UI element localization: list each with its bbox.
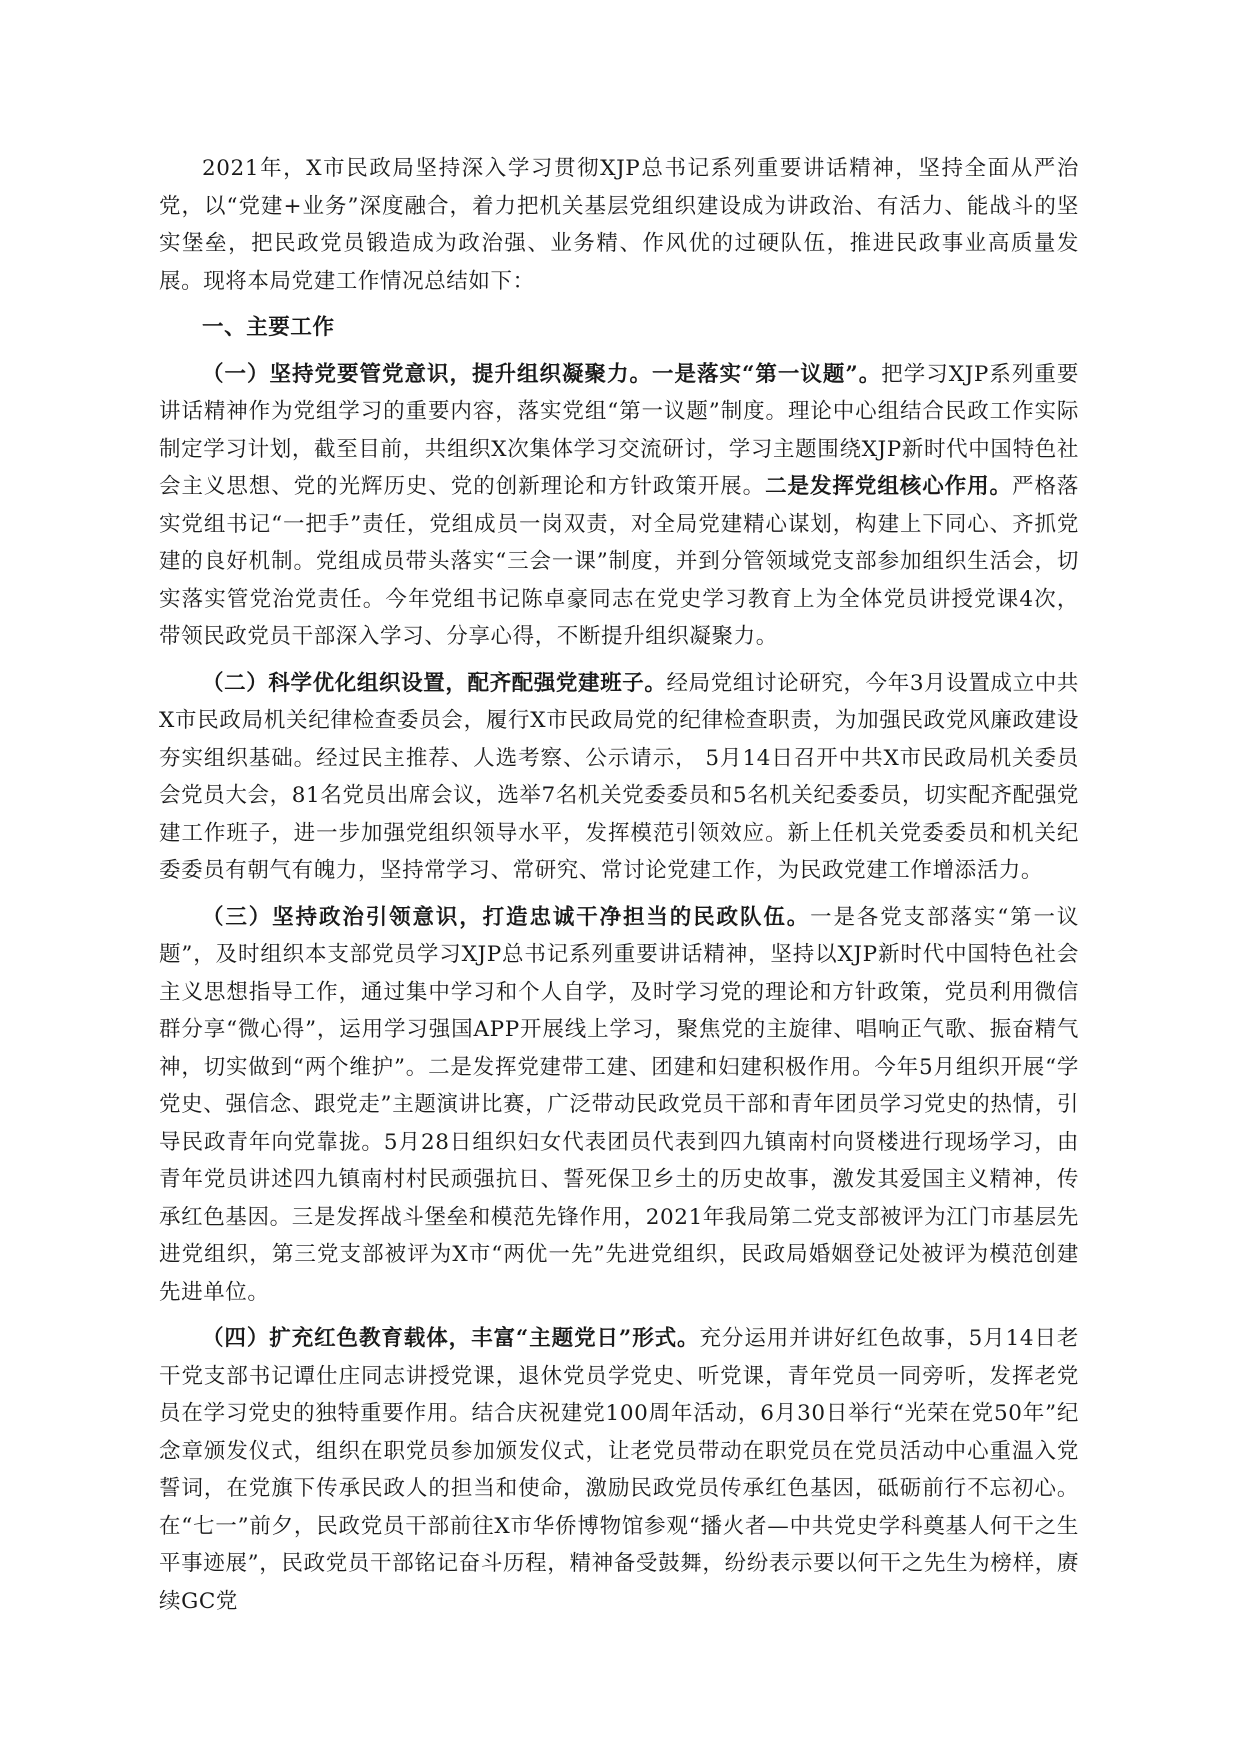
section-3-paragraph — [159, 899, 1079, 1312]
section-2-title: （二）科学优化组织设置，配齐配强党建班子。 — [202, 670, 667, 696]
section-4-body: 充分运用并讲好红色故事，5月14日老干党支部书记谭仕庄同志讲授党课，退休党员学党史、听党课，青年党员一同旁听，发挥老党员在学习党史的独特重要作用。结合庆祝建党100周年活动，6月30日举行“光荣在党50年”纪念章颁发仪式，组织在职党员参加颁发仪式，让老党员带动在职党员在党员活动中心重温入党誓词，在党旗下传承民政人的担当和使命，激励民政党员传承红色基因，砥砺前行不忘初心。在“七一”前夕，民政党员干部前往X市华侨博物馆参观“播火者—中共党史学科奠基人何干之生平事迹展”，民政党员干部铭记奋斗历程，精神备受鼓舞，纷纷表示要以何干之先生为榜样，赓续GC党 — [159, 1326, 1079, 1614]
section-4-paragraph — [159, 1320, 1079, 1620]
section-3-title: （三）坚持政治引领意识，打造忠诚干净担当的民政队伍。 — [202, 904, 811, 930]
document-body — [159, 150, 1079, 1620]
intro-paragraph: 2021年，X市民政局坚持深入学习贯彻XJP总书记系列重要讲话精神，坚持全面从严治党，以“党建+业务”深度融合，着力把机关基层党组织建设成为讲政治、有活力、能战斗的坚实堡垒，把民政党员锻造成为政治强、业务精、作风优的过硬队伍，推进民政事业高质量发展。现将本局党建工作情况总结如下： — [159, 156, 1079, 294]
section-4-title: （四）扩充红色教育载体，丰富“主题党日”形式。 — [202, 1326, 700, 1351]
section-2-paragraph — [159, 665, 1079, 890]
section-heading: 一、主要工作 — [202, 315, 335, 340]
section-3-body: 一是各党支部落实“第一议题”，及时组织本支部党员学习XJP总书记系列重要讲话精神，坚持以XJP新时代中国特色社会主义思想指导工作，通过集中学习和个人自学，及时学习党的理论和方针政策，党员利用微信群分享“微心得”，运用学习强国APP开展线上学习，聚焦党的主旋律、唱响正气歌、振奋精气神，切实做到“两个维护”。二是发挥党建带工建、团建和妇建积极作用。今年5月组织开展“学党史、强信念、跟党走”主题演讲比赛，广泛带动民政党员干部和青年团员学习党史的热情，引导民政青年向党靠拢。5月28日组织妇女代表团员代表到四九镇南村向贤楼进行现场学习，由青年党员讲述四九镇南村村民顽强抗日、誓死保卫乡土的历史故事，激发其爱国主义精神，传承红色基因。三是发挥战斗堡垒和模范先锋作用，2021年我局第二党支部被评为江门市基层先进党组织，第三党支部被评为X市“两优一先”先进党组织，民政局婚姻登记处被评为模范创建先进单位。 — [159, 904, 1079, 1305]
section-1-sub2-title: 二是发挥党组核心作用。 — [765, 474, 1012, 499]
section-1-sub1-body: 把学习XJP系列重要讲话精神作为党组学习的重要内容，落实党组“第一议题”制度。理论中心组结合民政工作实际制定学习计划，截至目前，共组织X次集体学习交流研讨，学习主题围绕XJP新时代中国特色社会主义思想、党的光辉历史、党的创新理论和方针政策开展。 — [159, 361, 1079, 499]
section-1-sub1-title: 一是落实“第一议题”。 — [652, 361, 882, 387]
section-1-paragraph — [159, 356, 1079, 656]
section-1-title: （一）坚持党要管党意识，提升组织凝聚力。 — [202, 361, 653, 387]
section-1-sub2-body: 严格落实党组书记“一把手”责任，党组成员一岗双责，对全局党建精心谋划，构建上下同心、齐抓党建的良好机制。党组成员带头落实“三会一课”制度，并到分管领域党支部参加组织生活会，切实落实管党治党责任。今年党组书记陈卓豪同志在党史学习教育上为全体党员讲授党课4次，带领民政党员干部深入学习、分享心得，不断提升组织凝聚力。 — [159, 474, 1079, 649]
section-2-body: 经局党组讨论研究，今年3月设置成立中共X市民政局机关纪律检查委员会，履行X市民政局党的纪律检查职责，为加强民政党风廉政建设夯实组织基础。经过民主推荐、人选考察、公示请示， 5月14日召开中共X市民政局机关委员会党员大会，81名党员出席会议，选举7名机关党委委员和5名机关纪委委员，切实配齐配强党建工作班子，进一步加强党组织领导水平，发挥模范引领效应。新上任机关党委委员和机关纪委委员有朝气有魄力，坚持常学习、常研究、常讨论党建工作，为民政党建工作增添活力。 — [159, 670, 1079, 883]
